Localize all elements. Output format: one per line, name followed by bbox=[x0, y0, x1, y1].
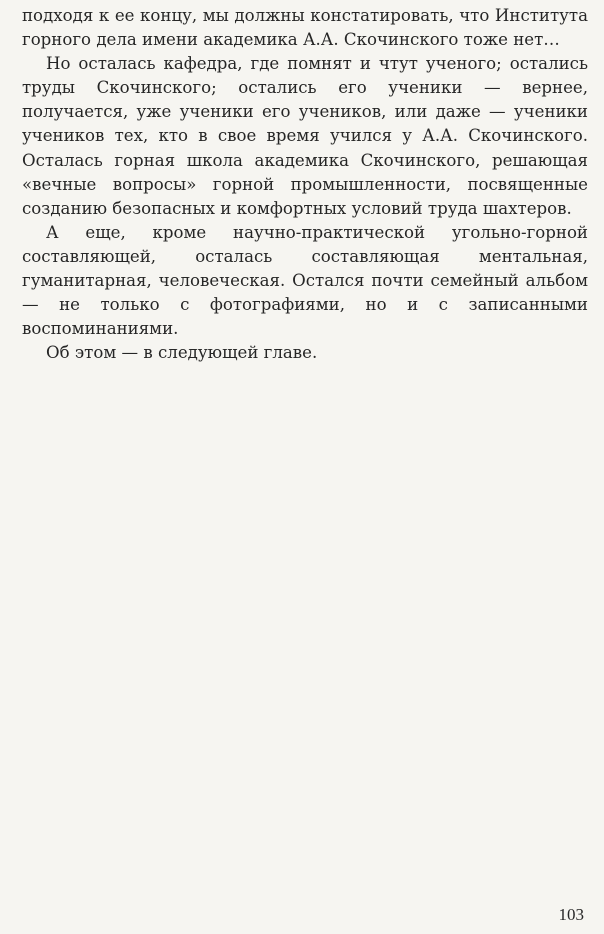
paragraph-humanitarian: А еще, кроме научно-практической угольно-горной составляющей, осталась составляющая ментальная, гуманитарная, человеческая. Остался почти семейный альбом — не только с фотографиями, но и с записанными воспоминаниями. bbox=[22, 222, 588, 339]
body-text bbox=[22, 4, 588, 365]
page-number: 103 bbox=[558, 905, 584, 924]
paragraph-department: Но осталась кафедра, где помнят и чтут ученого; остались труды Скочинского; остались его ученики — вернее, получается, уже ученики его учеников, или даже — ученики учеников тех, кто в свое время учился у А.А. Скочинского. Осталась горная школа академика Скочинского, решающая «вечные вопросы» горной промышленности, посвященные созданию безопасных и комфортных условий труда шахтеров. bbox=[22, 54, 588, 218]
paragraph-continuation: подходя к ее концу, мы должны констатировать, что Института горного дела имени академика А.А. Скочинского тоже нет… bbox=[22, 6, 588, 50]
paragraph-next-chapter: Об этом — в следующей главе. bbox=[46, 343, 318, 363]
